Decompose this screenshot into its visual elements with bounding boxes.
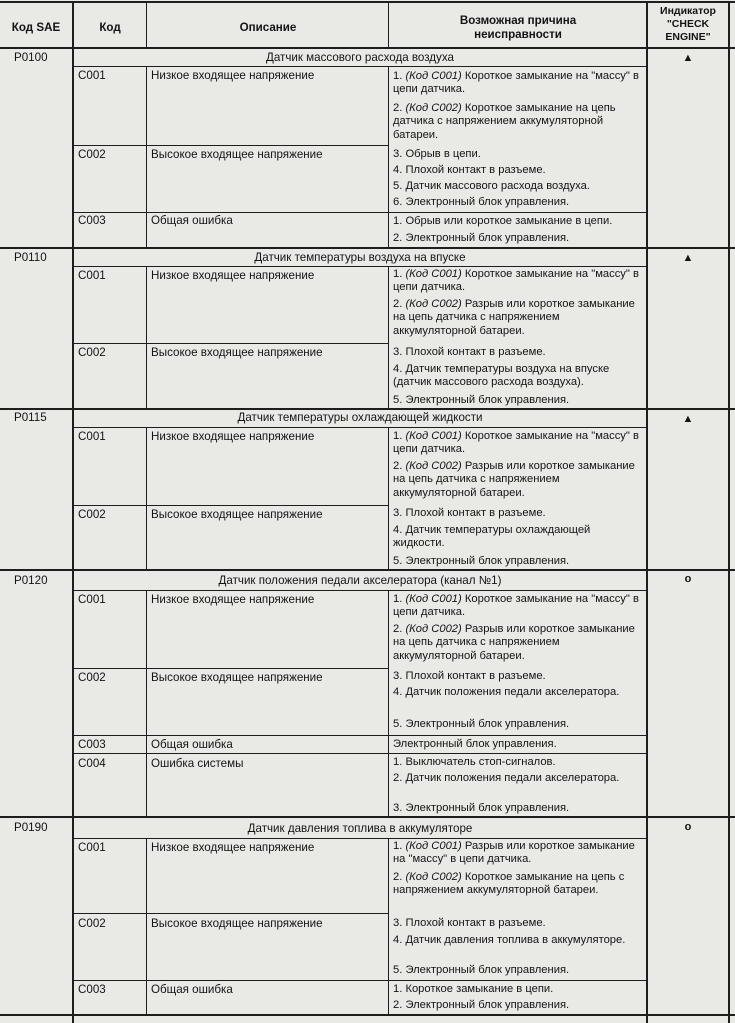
group-title-line <box>73 266 647 267</box>
col-line <box>388 266 389 410</box>
group-title: Датчик массового расхода воздуха <box>266 51 454 64</box>
cause-item: 1. Короткое замыкание в цепи. <box>393 983 554 995</box>
row-code: C002 <box>78 346 106 359</box>
row-code: C001 <box>78 69 106 82</box>
indicator-triangle-icon: ▲ <box>682 52 694 64</box>
cause-item: 4. Датчик положения педали акселератора. <box>393 686 620 698</box>
row-code: C002 <box>78 917 106 930</box>
row-line <box>73 753 647 754</box>
table-bottom-line <box>0 1014 735 1016</box>
row-code: C002 <box>78 671 106 684</box>
group-bottom-line <box>0 816 735 818</box>
row-code: C003 <box>78 214 106 227</box>
header-description: Описание <box>239 21 297 34</box>
header-cause-line1: Возможная причина <box>459 14 577 27</box>
row-code: C002 <box>78 148 106 161</box>
row-description: Высокое входящее напряжение <box>151 508 323 521</box>
row-line <box>73 505 389 506</box>
group-bottom-line <box>0 247 735 249</box>
cause-item: 2. Электронный блок управления. <box>393 999 570 1011</box>
row-code: C001 <box>78 430 106 443</box>
cause-item: 5. Электронный блок управления. <box>393 555 570 567</box>
cause-item: 4. Плохой контакт в разъеме. <box>393 164 546 176</box>
row-code: C001 <box>78 841 106 854</box>
group-title-line <box>73 838 647 839</box>
row-line <box>73 212 647 213</box>
group-sae-code: P0110 <box>14 251 47 264</box>
cause-item: 2. (Код С002) Короткое замыкание на цепь с напряжением аккумуляторной батареи. <box>393 871 625 897</box>
col-divider-desc <box>388 1 389 48</box>
row-code: C003 <box>78 738 106 751</box>
row-description: Низкое входящее напряжение <box>151 269 315 282</box>
cause-item: 5. Датчик массового расхода воздуха. <box>393 180 590 192</box>
col-line <box>146 266 147 410</box>
cause-item: 5. Электронный блок управления. <box>393 718 570 730</box>
group-bottom-line <box>0 408 735 410</box>
col-line <box>388 66 389 248</box>
group-title: Датчик положения педали акселератора (канал №1) <box>218 574 502 587</box>
row-description: Высокое входящее напряжение <box>151 148 323 161</box>
cause-item: 3. Электронный блок управления. <box>393 802 570 814</box>
row-description: Высокое входящее напряжение <box>151 917 323 930</box>
col-line <box>146 838 147 1015</box>
group-sae-code: P0100 <box>14 51 48 64</box>
row-line <box>73 980 647 981</box>
cause-item: 2. (Код С002) Разрыв или короткое замыкание на цепь датчика с напряжением аккумуляторной батареи. <box>393 460 635 499</box>
cause-item: 5. Электронный блок управления. <box>393 394 570 406</box>
row-description: Общая ошибка <box>151 214 233 227</box>
cause-item: 2. (Код С002) Разрыв или короткое замыкание на цепь датчика с напряжением аккумуляторной батареи. <box>393 623 635 662</box>
row-description: Общая ошибка <box>151 983 233 996</box>
cause-item: 4. Датчик давления топлива в аккумуляторе. <box>393 934 626 946</box>
group-bottom-line <box>0 569 735 571</box>
row-code: C003 <box>78 983 106 996</box>
group-sae-code: P0120 <box>14 574 48 587</box>
row-description: Ошибка системы <box>151 757 244 770</box>
header-cause-line2: неисправности <box>474 28 562 41</box>
row-code: C001 <box>78 269 106 282</box>
header-code: Код <box>99 21 121 34</box>
col-divider-right <box>728 1 730 1023</box>
cause-item: 5. Электронный блок управления. <box>393 964 570 976</box>
cause-item: 3. Плохой контакт в разъеме. <box>393 346 546 358</box>
cause-item: 1. Выключатель стоп-сигналов. <box>393 756 556 768</box>
row-description: Низкое входящее напряжение <box>151 69 315 82</box>
col-divider-sae <box>72 1 74 1023</box>
col-divider-code <box>146 1 147 48</box>
row-description: Низкое входящее напряжение <box>151 841 315 854</box>
cause-item: 1. (Код С001) Короткое замыкание на "массу" в цепи датчика. <box>393 70 639 96</box>
indicator-circle-icon: o <box>684 821 692 833</box>
cause-item: 4. Датчик температуры воздуха на впуске (датчик массового расхода воздуха). <box>393 363 610 389</box>
cause-item: 4. Датчик температуры охлаждающей жидкости. <box>393 524 591 550</box>
row-line <box>73 668 389 669</box>
col-line <box>388 838 389 1015</box>
header-bottom-border <box>0 47 735 49</box>
cause-item: 3. Плохой контакт в разъеме. <box>393 507 546 519</box>
group-sae-code: P0115 <box>14 411 47 424</box>
cause-item: 1. (Код С001) Короткое замыкание на "массу" в цепи датчика. <box>393 593 639 619</box>
indicator-triangle-icon: ▲ <box>682 252 694 264</box>
col-line <box>146 66 147 248</box>
row-line <box>73 343 389 344</box>
group-title-line <box>73 66 647 67</box>
cause-item: 1. (Код С001) Короткое замыкание на "массу" в цепи датчика. <box>393 268 639 294</box>
cause-item: 3. Плохой контакт в разъеме. <box>393 917 546 929</box>
cause-item: Электронный блок управления. <box>393 738 557 750</box>
row-description: Высокое входящее напряжение <box>151 346 323 359</box>
table-top-border <box>0 1 735 3</box>
row-line <box>73 735 647 736</box>
indicator-triangle-icon: ▲ <box>682 413 694 425</box>
row-description: Низкое входящее напряжение <box>151 430 315 443</box>
row-code: C004 <box>78 757 106 770</box>
row-line <box>73 145 389 146</box>
cause-item: 1. Обрыв или короткое замыкание в цепи. <box>393 215 613 227</box>
cause-item: 2. (Код С002) Разрыв или короткое замыкание на цепь датчика с напряжением аккумуляторной батареи. <box>393 298 635 337</box>
row-code: C001 <box>78 593 106 606</box>
col-line <box>146 427 147 571</box>
row-line <box>73 913 389 914</box>
header-indicator-line3: ENGINE" <box>665 31 711 43</box>
cause-item: 2. Электронный блок управления. <box>393 232 570 244</box>
col-line <box>146 590 147 818</box>
group-title-line <box>73 427 647 428</box>
group-title-line <box>73 590 647 591</box>
cause-item: 2. (Код С002) Короткое замыкание на цепь датчика с напряжением аккумуляторной батареи. <box>393 102 616 141</box>
group-title: Датчик температуры охлаждающей жидкости <box>237 411 483 424</box>
cause-item: 6. Электронный блок управления. <box>393 196 570 208</box>
group-title: Датчик температуры воздуха на впуске <box>254 251 466 264</box>
header-indicator-line2: "CHECK <box>666 18 710 30</box>
row-code: C002 <box>78 508 106 521</box>
cause-item: 3. Обрыв в цепи. <box>393 148 481 160</box>
header-indicator-line1: Индикатор <box>660 5 716 17</box>
row-description: Высокое входящее напряжение <box>151 671 323 684</box>
col-line <box>388 427 389 571</box>
indicator-circle-icon: o <box>684 573 692 585</box>
cause-item: 1. (Код С001) Разрыв или короткое замыкание на "массу" в цепи датчика. <box>393 840 635 866</box>
cause-item: 1. (Код С001) Короткое замыкание на "массу" в цепи датчика. <box>393 430 639 456</box>
row-description: Низкое входящее напряжение <box>151 593 315 606</box>
group-sae-code: P0190 <box>14 821 48 834</box>
col-divider-cause <box>646 1 648 1023</box>
col-line <box>388 590 389 818</box>
header-sae: Код SAE <box>11 21 61 34</box>
cause-item: 2. Датчик положения педали акселератора. <box>393 772 620 784</box>
group-title: Датчик давления топлива в аккумуляторе <box>247 822 473 835</box>
cause-item: 3. Плохой контакт в разъеме. <box>393 670 546 682</box>
row-description: Общая ошибка <box>151 738 233 751</box>
